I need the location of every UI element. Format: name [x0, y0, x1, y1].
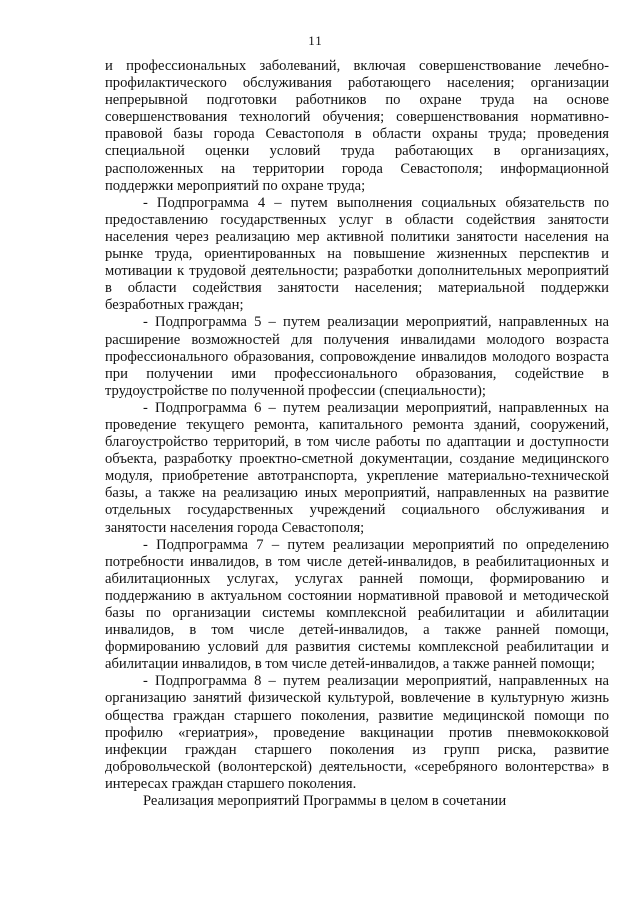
document-body — [105, 58, 609, 810]
page-number: 11 — [308, 33, 323, 48]
paragraph-continuation: и профессиональных заболеваний, включая совершенствование лечебно-профилактического обслуживания работающего населения; организации непрерывной подготовки работников по охране труда на основе совершенствования технологий обучения; совершенствования нормативно-правовой базы города Севастополя в области охраны труда; проведения специальной оценки условий труда работающих в организациях, расположенных на территории города Севастополя; информационной поддержки мероприятий по охране труда; — [105, 58, 609, 194]
paragraph-subprogram-4: - Подпрограмма 4 – путем выполнения социальных обязательств по предоставлению государственных услуг в области содействия занятости населения через реализацию мер активной политики занятости населения на рынке труда, ориентированных на повышение жизненных перспектив и мотивации к трудовой деятельности; разработки дополнительных мероприятий в области содействия занятости населения; материальной поддержки безработных граждан; — [105, 194, 609, 314]
paragraph-subprogram-8: - Подпрограмма 8 – путем реализации мероприятий, направленных на организацию занятий физической культурой, вовлечение в культурную жизнь общества граждан старшего поколения, развитие медицинской помощи по профилю «гериатрия», проведение вакцинации против пневмококковой инфекции граждан старшего поколения из групп риска, развитие добровольческой (волонтерской) деятельности, «серебряного волонтерства» в интересах граждан старшего поколения. — [105, 673, 609, 792]
paragraph-subprogram-7: - Подпрограмма 7 – путем реализации мероприятий по определению потребности инвалидов, в том числе детей-инвалидов, в реабилитационных и абилитационных услугах, услугах ранней помощи, формированию и поддержанию в актуальном состоянии нормативной правовой и методической базы по организации системы комплексной реабилитации и абилитации инвалидов, в том числе детей-инвалидов, а также ранней помощи, формированию условий для развития системы комплексной реабилитации и абилитации инвалидов, в том числе детей-инвалидов, а также ранней помощи; — [105, 536, 609, 673]
paragraph-program-implementation: Реализация мероприятий Программы в целом в сочетании — [143, 793, 507, 810]
paragraph-subprogram-6: - Подпрограмма 6 – путем реализации мероприятий, направленных на проведение текущего ремонта, капитального ремонта зданий, сооружений, благоустройство территорий, в том числе работы по адаптации и доступности объекта, разработку проектно-сметной документации, создание медицинского модуля, приобретение автотранспорта, укрепление материально-технической базы, а также на реализацию иных мероприятий, направленных на развитие отдельных государственных учреждений социального обслуживания и занятости населения города Севастополя; — [105, 399, 609, 536]
paragraph-subprogram-5: - Подпрограмма 5 – путем реализации мероприятий, направленных на расширение возможностей для получения инвалидами молодого возраста профессионального образования, сопровождение инвалидов молодого возраста при получении ими профессионального образования, содействие в трудоустройстве по полученной профессии (специальности); — [105, 314, 609, 399]
